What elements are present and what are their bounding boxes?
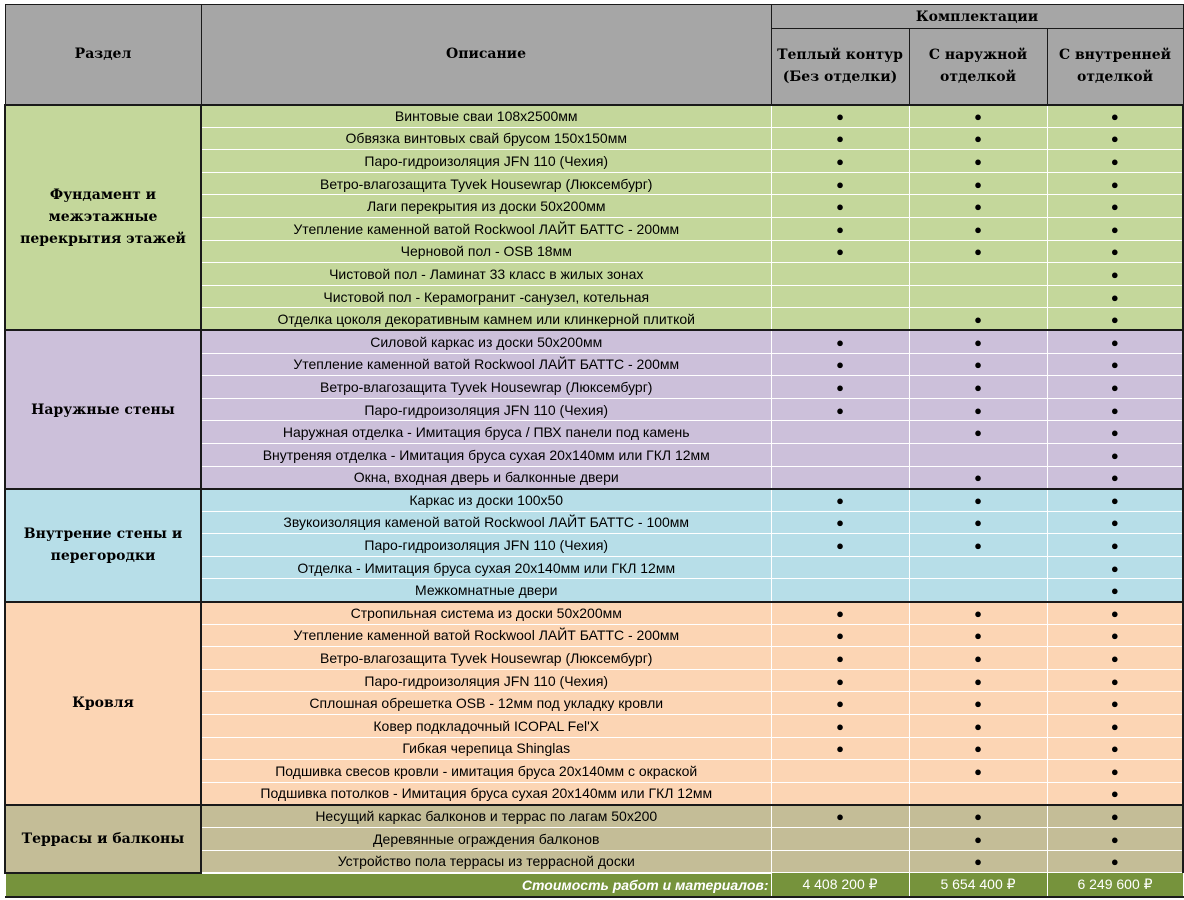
mark-cell-exterior-finish — [909, 285, 1047, 308]
mark-cell-warm-shell — [771, 105, 909, 128]
mark-cell-exterior-finish — [909, 556, 1047, 579]
table-row — [5, 805, 1183, 828]
row-description: Каркас из доски 100х50 — [201, 489, 771, 512]
included-mark: ● — [974, 696, 982, 712]
mark-cell-exterior-finish — [909, 240, 1047, 263]
mark-cell-warm-shell — [771, 624, 909, 647]
mark-cell-warm-shell — [771, 421, 909, 444]
included-mark: ● — [836, 809, 844, 825]
mark-cell-warm-shell — [771, 466, 909, 489]
mark-cell-exterior-finish — [909, 263, 1047, 286]
table-row — [5, 602, 1183, 625]
included-mark: ● — [836, 379, 844, 395]
mark-cell-warm-shell — [771, 828, 909, 851]
included-mark: ● — [1110, 357, 1119, 373]
included-mark: ● — [1110, 831, 1119, 847]
mark-cell-interior-finish — [1047, 602, 1183, 625]
row-description: Ковер подкладочный ICOPAL Fel'X — [201, 715, 771, 738]
mark-cell-warm-shell — [771, 172, 909, 195]
mark-cell-exterior-finish — [909, 353, 1047, 376]
mark-cell-exterior-finish — [909, 443, 1047, 466]
mark-cell-warm-shell — [771, 692, 909, 715]
mark-cell-exterior-finish — [909, 127, 1047, 150]
mark-cell-interior-finish — [1047, 263, 1183, 286]
mark-cell-interior-finish — [1047, 105, 1183, 128]
included-mark: ● — [836, 696, 844, 712]
row-description: Несущий каркас балконов и террас по лагам 50х200 — [201, 805, 771, 828]
included-mark: ● — [836, 606, 844, 622]
included-mark: ● — [836, 741, 844, 757]
mark-cell-exterior-finish — [909, 421, 1047, 444]
row-description: Винтовые сваи 108х2500мм — [201, 105, 771, 128]
mark-cell-exterior-finish — [909, 489, 1047, 512]
included-mark: ● — [974, 651, 982, 667]
mark-cell-warm-shell — [771, 240, 909, 263]
total-value-warm-shell: 4 408 200 ₽ — [771, 873, 909, 897]
total-value-exterior-finish: 5 654 400 ₽ — [909, 873, 1047, 897]
included-mark: ● — [836, 538, 844, 554]
included-mark: ● — [1110, 854, 1119, 870]
mark-cell-interior-finish — [1047, 353, 1183, 376]
total-label: Стоимость работ и материалов: — [5, 873, 771, 897]
mark-cell-interior-finish — [1047, 737, 1183, 760]
row-description: Звукоизоляция каменой ватой Rockwool ЛАЙТ БАТТС - 100мм — [201, 511, 771, 534]
mark-cell-interior-finish — [1047, 489, 1183, 512]
mark-cell-interior-finish — [1047, 240, 1183, 263]
section-title-roof: Кровля — [5, 602, 201, 805]
mark-cell-exterior-finish — [909, 217, 1047, 240]
row-description: Чистовой пол - Керамогранит -санузел, котельная — [201, 285, 771, 308]
included-mark: ● — [974, 109, 982, 125]
mark-cell-interior-finish — [1047, 828, 1183, 851]
included-mark: ● — [1110, 560, 1119, 576]
included-mark: ● — [836, 221, 844, 237]
included-mark: ● — [836, 651, 844, 667]
row-description: Внутреняя отделка - Имитация бруса сухая 20х140мм или ГКЛ 12мм — [201, 443, 771, 466]
included-mark: ● — [836, 357, 844, 373]
included-mark: ● — [1110, 334, 1119, 350]
mark-cell-interior-finish — [1047, 376, 1183, 399]
included-mark: ● — [836, 515, 844, 531]
included-mark: ● — [1110, 109, 1119, 125]
row-description: Черновой пол - OSB 18мм — [201, 240, 771, 263]
row-description: Силовой каркас из доски 50х200мм — [201, 330, 771, 353]
included-mark: ● — [1110, 741, 1119, 757]
included-mark: ● — [1110, 809, 1119, 825]
included-mark: ● — [1110, 515, 1119, 531]
included-mark: ● — [1110, 470, 1119, 486]
included-mark: ● — [836, 673, 844, 689]
section-title-walls: Наружные стены — [5, 330, 201, 488]
included-mark: ● — [974, 379, 982, 395]
included-mark: ● — [836, 244, 844, 260]
included-mark: ● — [1110, 606, 1119, 622]
mark-cell-warm-shell — [771, 217, 909, 240]
row-description: Подшивка свесов кровли - имитация бруса 20х140мм с окраской — [201, 760, 771, 783]
mark-cell-exterior-finish — [909, 669, 1047, 692]
mark-cell-interior-finish — [1047, 782, 1183, 805]
included-mark: ● — [1110, 379, 1119, 395]
header-variant-warm-shell: Теплый контур (Без отделки) — [771, 29, 909, 105]
mark-cell-warm-shell — [771, 805, 909, 828]
mark-cell-interior-finish — [1047, 805, 1183, 828]
included-mark: ● — [974, 425, 982, 441]
included-mark: ● — [1110, 718, 1119, 734]
section-title-found: Фундамент и межэтажные перекрытия этажей — [5, 105, 201, 331]
included-mark: ● — [1110, 221, 1119, 237]
included-mark: ● — [974, 538, 982, 554]
table-row — [5, 105, 1183, 128]
included-mark: ● — [974, 221, 982, 237]
included-mark: ● — [974, 176, 982, 192]
mark-cell-warm-shell — [771, 737, 909, 760]
included-mark: ● — [974, 470, 982, 486]
section-title-inner: Внутрение стены и перегородки — [5, 489, 201, 602]
header-description: Описание — [201, 5, 771, 105]
included-mark: ● — [1110, 493, 1119, 509]
row-description: Утепление каменной ватой Rockwool ЛАЙТ БАТТС - 200мм — [201, 353, 771, 376]
row-description: Обвязка винтовых свай брусом 150х150мм — [201, 127, 771, 150]
mark-cell-interior-finish — [1047, 511, 1183, 534]
mark-cell-warm-shell — [771, 489, 909, 512]
mark-cell-warm-shell — [771, 263, 909, 286]
mark-cell-exterior-finish — [909, 376, 1047, 399]
included-mark: ● — [974, 131, 982, 147]
included-mark: ● — [974, 334, 982, 350]
mark-cell-exterior-finish — [909, 330, 1047, 353]
mark-cell-warm-shell — [771, 308, 909, 331]
row-description: Чистовой пол - Ламинат 33 класс в жилых зонах — [201, 263, 771, 286]
included-mark: ● — [974, 854, 982, 870]
mark-cell-interior-finish — [1047, 330, 1183, 353]
row-description: Стропильная система из доски 50х200мм — [201, 602, 771, 625]
included-mark: ● — [974, 831, 982, 847]
mark-cell-interior-finish — [1047, 850, 1183, 873]
mark-cell-warm-shell — [771, 285, 909, 308]
mark-cell-exterior-finish — [909, 308, 1047, 331]
mark-cell-warm-shell — [771, 376, 909, 399]
row-description: Ветро-влагозащита Tyvek Housewrap (Люксембург) — [201, 172, 771, 195]
mark-cell-interior-finish — [1047, 534, 1183, 557]
included-mark: ● — [974, 606, 982, 622]
mark-cell-exterior-finish — [909, 398, 1047, 421]
row-description: Ветро-влагозащита Tyvek Housewrap (Люксембург) — [201, 647, 771, 670]
included-mark: ● — [1110, 696, 1119, 712]
included-mark: ● — [974, 741, 982, 757]
mark-cell-warm-shell — [771, 669, 909, 692]
row-description: Окна, входная дверь и балконные двери — [201, 466, 771, 489]
mark-cell-interior-finish — [1047, 715, 1183, 738]
table-body — [5, 105, 1183, 873]
mark-cell-interior-finish — [1047, 398, 1183, 421]
mark-cell-exterior-finish — [909, 511, 1047, 534]
mark-cell-warm-shell — [771, 511, 909, 534]
header-variant-interior-finish: С внутренней отделкой — [1047, 29, 1183, 105]
mark-cell-interior-finish — [1047, 466, 1183, 489]
mark-cell-warm-shell — [771, 715, 909, 738]
row-description: Деревянные ограждения балконов — [201, 828, 771, 851]
mark-cell-interior-finish — [1047, 647, 1183, 670]
row-description: Паро-гидроизоляция JFN 110 (Чехия) — [201, 534, 771, 557]
included-mark: ● — [1110, 176, 1119, 192]
mark-cell-interior-finish — [1047, 150, 1183, 173]
mark-cell-exterior-finish — [909, 534, 1047, 557]
mark-cell-exterior-finish — [909, 172, 1047, 195]
included-mark: ● — [974, 809, 982, 825]
included-mark: ● — [1110, 583, 1119, 599]
mark-cell-interior-finish — [1047, 421, 1183, 444]
included-mark: ● — [1110, 628, 1119, 644]
section-title-terr: Террасы и балконы — [5, 805, 201, 873]
included-mark: ● — [974, 402, 982, 418]
mark-cell-interior-finish — [1047, 308, 1183, 331]
included-mark: ● — [1110, 244, 1119, 260]
mark-cell-interior-finish — [1047, 669, 1183, 692]
row-description: Межкомнатные двери — [201, 579, 771, 602]
row-description: Наружная отделка - Имитация бруса / ПВХ панели под камень — [201, 421, 771, 444]
included-mark: ● — [974, 244, 982, 260]
header-section: Раздел — [5, 5, 201, 105]
mark-cell-warm-shell — [771, 556, 909, 579]
mark-cell-interior-finish — [1047, 127, 1183, 150]
mark-cell-exterior-finish — [909, 828, 1047, 851]
included-mark: ● — [836, 109, 844, 125]
total-value-interior-finish: 6 249 600 ₽ — [1047, 873, 1183, 897]
mark-cell-interior-finish — [1047, 195, 1183, 218]
included-mark: ● — [836, 131, 844, 147]
header-group: Комплектации — [771, 5, 1183, 29]
included-mark: ● — [974, 718, 982, 734]
mark-cell-warm-shell — [771, 579, 909, 602]
mark-cell-warm-shell — [771, 330, 909, 353]
mark-cell-interior-finish — [1047, 579, 1183, 602]
mark-cell-warm-shell — [771, 760, 909, 783]
included-mark: ● — [836, 718, 844, 734]
mark-cell-exterior-finish — [909, 466, 1047, 489]
row-description: Утепление каменной ватой Rockwool ЛАЙТ БАТТС - 200мм — [201, 624, 771, 647]
mark-cell-exterior-finish — [909, 150, 1047, 173]
row-description: Гибкая черепица Shinglas — [201, 737, 771, 760]
included-mark: ● — [1110, 673, 1119, 689]
mark-cell-interior-finish — [1047, 443, 1183, 466]
row-description: Паро-гидроизоляция JFN 110 (Чехия) — [201, 150, 771, 173]
included-mark: ● — [836, 402, 844, 418]
header-variant-exterior-finish: С наружной отделкой — [909, 29, 1047, 105]
mark-cell-interior-finish — [1047, 556, 1183, 579]
row-description: Лаги перекрытия из доски 50х200мм — [201, 195, 771, 218]
mark-cell-exterior-finish — [909, 760, 1047, 783]
included-mark: ● — [836, 628, 844, 644]
mark-cell-warm-shell — [771, 647, 909, 670]
row-description: Отделка - Имитация бруса сухая 20х140мм или ГКЛ 12мм — [201, 556, 771, 579]
included-mark: ● — [836, 176, 844, 192]
row-description: Паро-гидроизоляция JFN 110 (Чехия) — [201, 669, 771, 692]
mark-cell-interior-finish — [1047, 692, 1183, 715]
included-mark: ● — [974, 628, 982, 644]
included-mark: ● — [974, 199, 982, 215]
mark-cell-exterior-finish — [909, 602, 1047, 625]
mark-cell-warm-shell — [771, 850, 909, 873]
included-mark: ● — [974, 357, 982, 373]
mark-cell-exterior-finish — [909, 647, 1047, 670]
mark-cell-warm-shell — [771, 398, 909, 421]
included-mark: ● — [1110, 651, 1119, 667]
included-mark: ● — [974, 493, 982, 509]
mark-cell-warm-shell — [771, 443, 909, 466]
total-row — [5, 873, 1183, 897]
row-description: Утепление каменной ватой Rockwool ЛАЙТ БАТТС - 200мм — [201, 217, 771, 240]
included-mark: ● — [1110, 425, 1119, 441]
included-mark: ● — [836, 199, 844, 215]
row-description: Отделка цоколя декоративным камнем или клинкерной плиткой — [201, 308, 771, 331]
mark-cell-warm-shell — [771, 782, 909, 805]
package-comparison-table — [4, 4, 1184, 898]
row-description: Ветро-влагозащита Tyvek Housewrap (Люксембург) — [201, 376, 771, 399]
table-row — [5, 330, 1183, 353]
row-description: Подшивка потолков - Имитация бруса сухая 20х140мм или ГКЛ 12мм — [201, 782, 771, 805]
included-mark: ● — [974, 311, 982, 327]
included-mark: ● — [1110, 199, 1119, 215]
row-description: Сплошная обрешетка OSB - 12мм под укладку кровли — [201, 692, 771, 715]
mark-cell-exterior-finish — [909, 195, 1047, 218]
included-mark: ● — [836, 334, 844, 350]
mark-cell-exterior-finish — [909, 805, 1047, 828]
included-mark: ● — [1110, 131, 1119, 147]
included-mark: ● — [1110, 289, 1119, 305]
mark-cell-interior-finish — [1047, 624, 1183, 647]
included-mark: ● — [974, 153, 982, 169]
included-mark: ● — [1110, 266, 1119, 282]
included-mark: ● — [836, 493, 844, 509]
mark-cell-exterior-finish — [909, 782, 1047, 805]
mark-cell-exterior-finish — [909, 624, 1047, 647]
mark-cell-interior-finish — [1047, 760, 1183, 783]
row-description: Паро-гидроизоляция JFN 110 (Чехия) — [201, 398, 771, 421]
mark-cell-warm-shell — [771, 127, 909, 150]
mark-cell-warm-shell — [771, 534, 909, 557]
included-mark: ● — [974, 764, 982, 780]
mark-cell-interior-finish — [1047, 172, 1183, 195]
mark-cell-exterior-finish — [909, 737, 1047, 760]
mark-cell-exterior-finish — [909, 850, 1047, 873]
included-mark: ● — [1110, 447, 1119, 463]
row-description: Устройство пола террасы из террасной доски — [201, 850, 771, 873]
included-mark: ● — [1110, 538, 1119, 554]
included-mark: ● — [1110, 402, 1119, 418]
mark-cell-interior-finish — [1047, 285, 1183, 308]
mark-cell-warm-shell — [771, 195, 909, 218]
mark-cell-exterior-finish — [909, 715, 1047, 738]
included-mark: ● — [974, 515, 982, 531]
mark-cell-exterior-finish — [909, 105, 1047, 128]
included-mark: ● — [974, 673, 982, 689]
included-mark: ● — [1110, 153, 1119, 169]
mark-cell-warm-shell — [771, 353, 909, 376]
included-mark: ● — [1110, 764, 1119, 780]
mark-cell-exterior-finish — [909, 579, 1047, 602]
table-row — [5, 489, 1183, 512]
mark-cell-interior-finish — [1047, 217, 1183, 240]
included-mark: ● — [836, 153, 844, 169]
included-mark: ● — [1110, 311, 1119, 327]
included-mark: ● — [1110, 786, 1119, 802]
mark-cell-warm-shell — [771, 150, 909, 173]
mark-cell-warm-shell — [771, 602, 909, 625]
mark-cell-exterior-finish — [909, 692, 1047, 715]
